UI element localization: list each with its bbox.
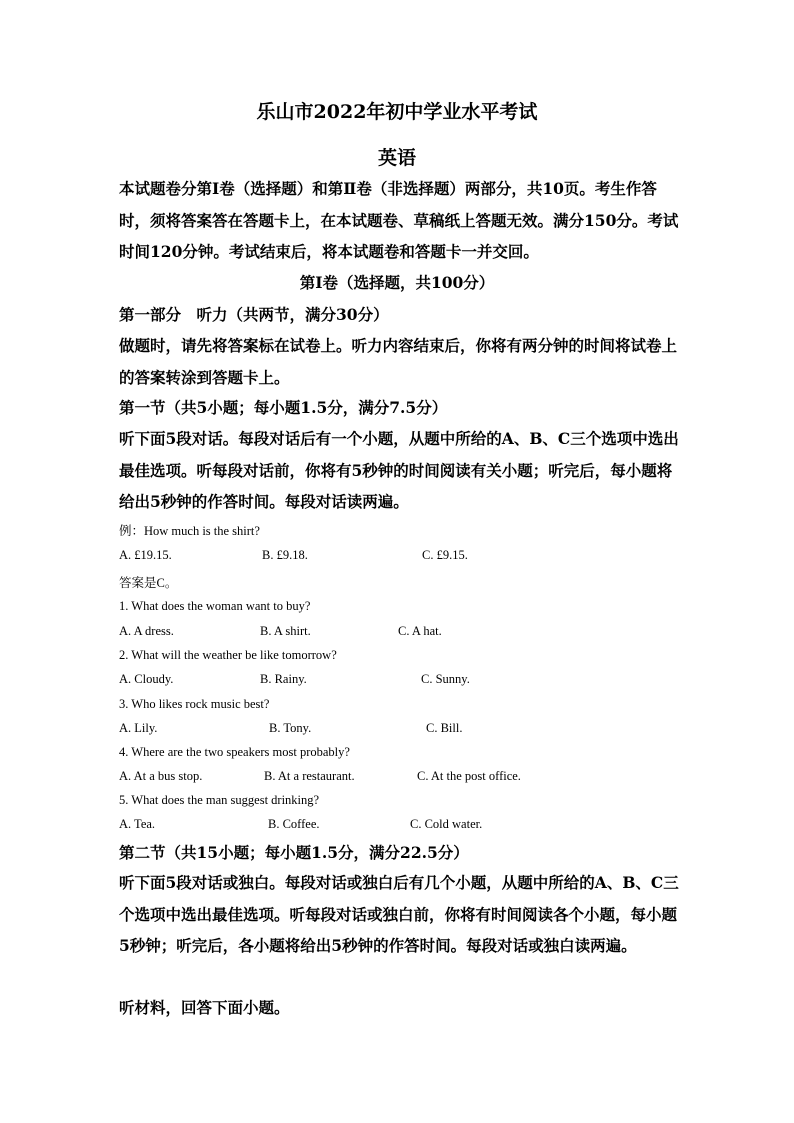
q5-option-b: B. Coffee.: [268, 817, 320, 831]
section2-intro: 听下面5段对话或独白。每段对话或独白后有几个小题，从题中所给的A、B、C三个选项中选出最佳选项。听每段对话或独白前，你将有时间阅读各个小题，每小题5秒钟；听完后，各小题将给出5秒钟的作答时间。每段对话或独白读两遍。: [119, 873, 679, 955]
section1-heading: 第一节（共5小题；每小题1.5分，满分7.5分）: [119, 398, 448, 417]
q3-option-c: C. Bill.: [426, 721, 463, 735]
q1-option-b: B. A shirt.: [260, 624, 311, 638]
q2-option-b: B. Rainy.: [260, 672, 307, 686]
q1-option-a: A. A dress.: [119, 624, 174, 638]
part1-heading: 第一部分 听力（共两节，满分30分）: [119, 305, 389, 324]
example-option-b: B. £9.18.: [262, 548, 308, 562]
question-2: 2. What will the weather be like tomorrow?: [119, 648, 337, 662]
q2-option-c: C. Sunny.: [421, 672, 470, 686]
example-question: 例：How much is the shirt?: [119, 524, 260, 538]
exam-title: 乐山市2022年初中学业水平考试: [256, 101, 538, 123]
example-option-c: C. £9.15.: [422, 548, 468, 562]
section2-heading: 第二节（共15小题；每小题1.5分，满分22.5分）: [119, 843, 469, 862]
question-4: 4. Where are the two speakers most probably?: [119, 745, 350, 759]
volume1-heading: 第Ⅰ卷（选择题，共100分）: [299, 273, 495, 292]
q4-option-a: A. At a bus stop.: [119, 769, 203, 783]
question-5: 5. What does the man suggest drinking?: [119, 793, 320, 807]
section2-closing: 听材料，回答下面小题。: [119, 998, 290, 1017]
question-3: 3. Who likes rock music best?: [119, 697, 270, 711]
q5-option-c: C. Cold water.: [410, 817, 483, 831]
section1-intro: 听下面5段对话。每段对话后有一个小题，从题中所给的A、B、C三个选项中选出最佳选项。听每段对话前，你将有5秒钟的时间阅读有关小题；听完后，每小题将给出5秒钟的作答时间。每段对话读两遍。: [119, 429, 679, 511]
q1-option-c: C. A hat.: [398, 624, 442, 638]
q2-option-a: A. Cloudy.: [119, 672, 174, 686]
exam-subject: 英语: [377, 147, 416, 169]
example-answer: 答案是C。: [119, 576, 178, 590]
q3-option-a: A. Lily.: [119, 721, 158, 735]
part1-intro: 做题时，请先将答案标在试卷上。听力内容结束后，你将有两分钟的时间将试卷上的答案转涂到答题卡上。: [119, 336, 678, 387]
q3-option-b: B. Tony.: [269, 721, 312, 735]
question-1: 1. What does the woman want to buy?: [119, 599, 311, 613]
exam-instructions: 本试题卷分第Ⅰ卷（选择题）和第Ⅱ卷（非选择题）两部分，共10页。考生作答时，须将答案答在答题卡上，在本试题卷、草稿纸上答题无效。满分150分。考试时间120分钟。考试结束后，将本试题卷和答题卡一并交回。: [119, 179, 679, 261]
q5-option-a: A. Tea.: [119, 817, 156, 831]
q4-option-b: B. At a restaurant.: [264, 769, 355, 783]
q4-option-c: C. At the post office.: [417, 769, 521, 783]
example-option-a: A. £19.15.: [119, 548, 172, 562]
